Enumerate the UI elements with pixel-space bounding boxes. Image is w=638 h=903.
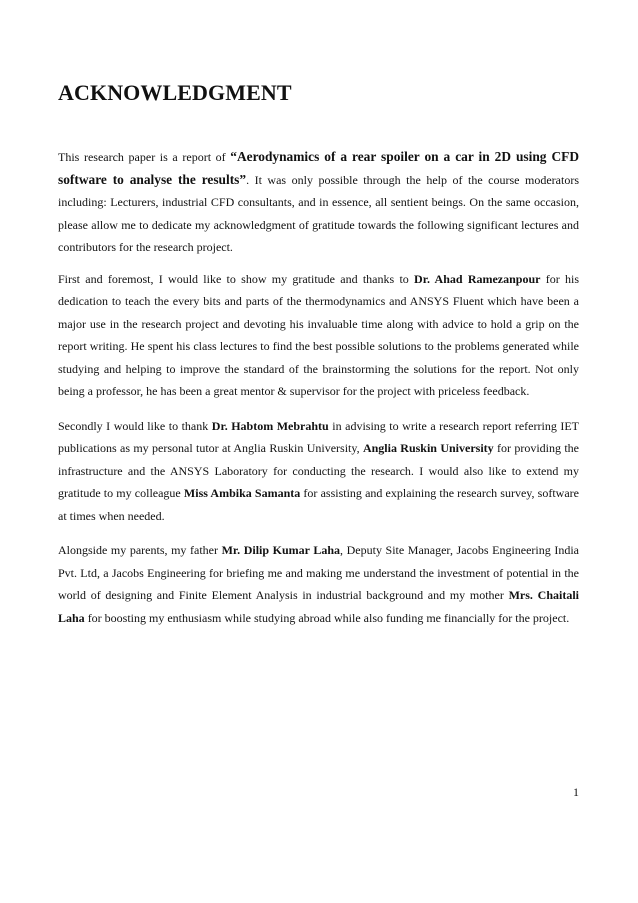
paragraph-text: in advising to write a research report referring IET publications as my personal tutor at Anglia Ruskin University,	[58, 418, 580, 455]
page-heading: ACKNOWLEDGMENT	[58, 80, 292, 105]
paragraph-text: for assisting and explaining the research survey, software at times when needed.	[58, 486, 579, 523]
report-title: “Aerodynamics of a rear spoiler on a car in 2D using CFD software to analyse the results”	[58, 149, 579, 187]
person-name: Dr. Habtom Mebrahtu	[211, 418, 329, 433]
person-name: Dr. Ahad Ramezanpour	[414, 271, 541, 286]
paragraph-text: , Deputy Site Manager, Jacobs Engineering India Pvt. Ltd, a Jacobs Engineering for briefing me and making me understand the investment of potential in the world of designing and Finite Element Analysis in industrial background and my mother	[58, 543, 580, 602]
paragraph-text: for his dedication to teach the every bits and parts of the thermodynamics and ANSYS Fluent which have been a major use in the research project and devoting his invaluable time along with advice to hold a grip on the report writing. He spent his class lectures to find the best possible solutions to the problems generated while studying and helping to improve the standard of the brainstorming the solutions for the report. Not only being a professor, he has been a great mentor & supervisor for the project with priceless feedback.	[58, 271, 580, 398]
paragraph-intro	[58, 146, 579, 259]
paragraph-first-thanks	[58, 268, 579, 403]
paragraph-text: This research paper is a report of	[58, 150, 231, 164]
paragraph-text: for boosting my enthusiasm while studying abroad while also funding me financially for the project.	[84, 610, 570, 625]
paragraph-text: First and foremost, I would like to show my gratitude and thanks to	[58, 271, 415, 286]
page-number: 1	[573, 785, 579, 799]
institution-name: Anglia Ruskin University	[362, 441, 494, 455]
document-body	[58, 146, 579, 641]
paragraph-text: for providing the infrastructure and the ANSYS Laboratory for conducting the research. I would also like to extend my gratitude to my colleague	[58, 441, 579, 500]
person-name: Mr. Dilip Kumar Laha	[221, 543, 341, 557]
paragraph-text: Secondly I would like to thank	[58, 418, 212, 433]
person-name: Miss Ambika Samanta	[183, 486, 301, 500]
person-name: Mrs. Chaitali Laha	[58, 588, 579, 625]
paragraph-text: . It was only possible through the help of the course moderators including: Lecturers, industrial CFD consultants, and in essence, all sentient beings. On the same occasion, please allow me to dedicate my acknowledgment of gratitude towards the following significant lectures and contributors for the research project.	[58, 172, 579, 254]
paragraph-family-thanks	[58, 539, 579, 629]
paragraph-text: Alongside my parents, my father	[58, 543, 222, 557]
paragraph-second-thanks	[58, 415, 579, 528]
